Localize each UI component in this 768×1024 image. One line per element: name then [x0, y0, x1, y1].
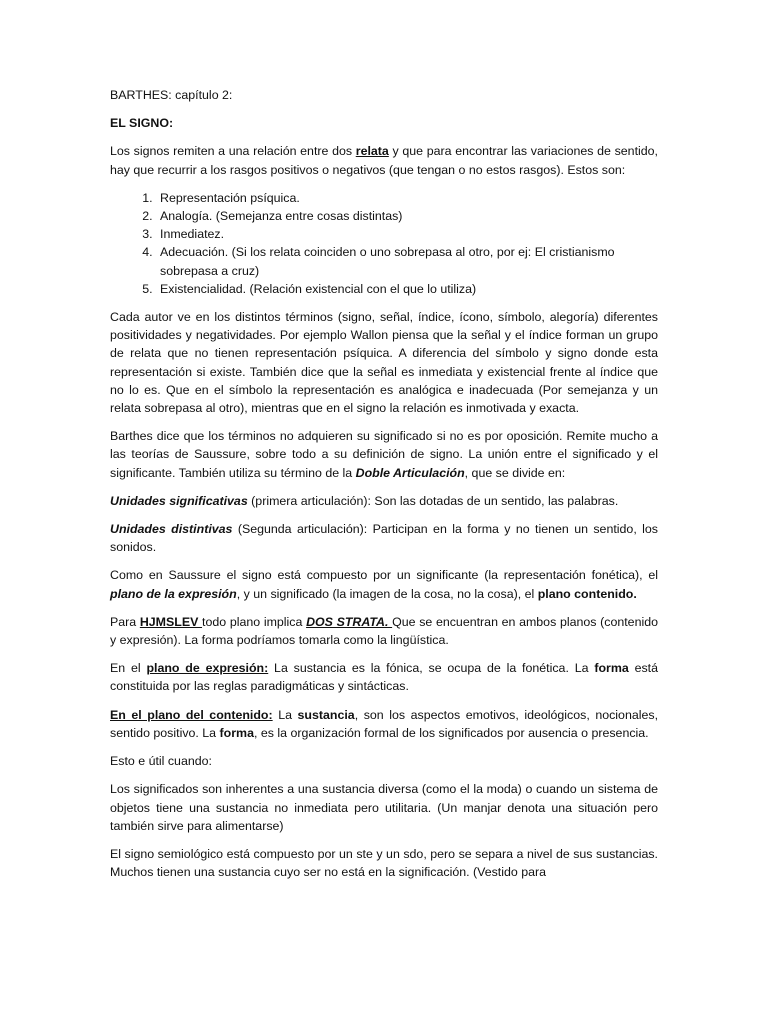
text: está constituida por las reglas paradigmáticas y sintácticas. [110, 661, 658, 694]
paragraph-signo-semiologico: El signo semiológico está compuesto por un ste y un sdo, pero se separa a nivel de sus sustancias. Muchos tienen una sustancia cuyo ser no está en la significación. (Vestido para [110, 846, 658, 880]
paragraph-unidades-distintivas [110, 520, 658, 556]
text: Los signos remiten a una relación entre dos [110, 144, 356, 159]
text: Barthes dice que los términos no adquieren su significado si no es por oposición. Remite mucho a las teorías de Saussure, sobre todo a su definición de signo. La unión entre el significado y el significante. También utiliza su término de la [110, 429, 658, 480]
term-plano-de-expresion: plano de expresión: [146, 661, 269, 676]
text: (primera articulación): Son las dotadas de un sentido, las palabras. [247, 493, 619, 508]
document-body [110, 86, 658, 881]
text: Que se encuentran en ambos planos (contenido y expresión). La forma podríamos tomarla como la lingüística. [110, 614, 658, 648]
paragraph-significados: Los significados son inherentes a una sustancia diversa (como el la moda) o cuando un sistema de objetos tiene una sustancia no inmediata pero utilitaria. (Un manjar denota una situación pero también sirve para alimentarse) [110, 782, 658, 833]
list-item: 2. Analogía. (Semejanza entre cosas distintas) [156, 207, 658, 225]
paragraph-util: Esto e útil cuando: [110, 754, 212, 769]
text: (Segunda articulación): Participan en la forma y no tienen un sentido, los sonidos. [110, 522, 658, 555]
paragraph-barthes [110, 427, 658, 482]
text: La sustancia es la fónica, se ocupa de la fonética. La [268, 661, 595, 676]
term-unidades-distintivas: Unidades distintivas [110, 522, 233, 537]
section-heading: EL SIGNO: [110, 116, 174, 131]
list-item: 1. Representación psíquica. [156, 189, 658, 207]
term-dos-strata: DOS STRATA. [306, 614, 393, 629]
term-hjmslev: HJMSLEV [139, 614, 203, 629]
text: , son los aspectos emotivos, ideológicos, nocionales, sentido positivo. La [110, 707, 659, 740]
text: , que se divide en: [464, 465, 566, 480]
paragraph-plano-expresion [110, 659, 658, 695]
term-unidades-significativas: Unidades significativas [110, 493, 248, 508]
list-item: 4. Adecuación. (Si los relata coinciden o uno sobrepasa al otro, por ej: El cristianismo sobrepasa a cruz) [156, 243, 658, 279]
text: , y un significado (la imagen de la cosa, no la cosa), el [236, 586, 538, 601]
text: Para [110, 614, 140, 629]
term-doble-articulacion: Doble Articulación [355, 465, 465, 480]
term-relata: relata [355, 144, 389, 159]
paragraph-hjmslev [110, 613, 658, 649]
term-plano-contenido: plano contenido. [537, 586, 637, 601]
text: En el [110, 661, 147, 676]
term-sustancia: sustancia [297, 707, 355, 722]
term-plano-expresion: plano de la expresión [110, 586, 237, 601]
list-item: 5. Existencialidad. (Relación existencial con el que lo utiliza) [156, 280, 658, 298]
text: , es la organización formal de los significados por ausencia o presencia. [253, 725, 649, 740]
document-title: BARTHES: capítulo 2: [110, 88, 233, 102]
term-forma: forma [594, 661, 629, 676]
paragraph-saussure [110, 566, 658, 602]
term-plano-del-contenido: En el plano del contenido: [110, 707, 273, 722]
paragraph-signs-intro [110, 142, 658, 178]
text: Como en Saussure el signo está compuesto por un significante (la representación fonética), el [110, 568, 658, 583]
list-item: 3. Inmediatez. [156, 225, 658, 243]
text: todo plano implica [202, 614, 307, 629]
text: y que para encontrar las variaciones de sentido, hay que recurrir a los rasgos positivos o negativos (que tengan o no estos rasgos). Estos son: [110, 144, 658, 177]
paragraph-authors: Cada autor ve en los distintos términos (signo, señal, índice, ícono, símbolo, alegoría) diferentes positividades y negatividades. Por ejemplo Wallon piensa que la señal y el índice forman un grupo de relata que no tienen representación psíquica. A diferencia del símbolo y signo donde esta representación si existe. También dice que la señal es inmediata y existencial frente al índice que no lo es. Que en el símbolo la representación es analógica e inadecuada (Por semejanza y un relata sobrepasa al otro), mientras que en el signo la relación es inmotivada y exacta. [110, 310, 658, 416]
term-forma: forma [219, 725, 254, 740]
paragraph-plano-contenido [110, 706, 658, 742]
traits-list [110, 189, 658, 298]
paragraph-unidades-significativas [110, 492, 658, 510]
text: La [272, 707, 298, 722]
